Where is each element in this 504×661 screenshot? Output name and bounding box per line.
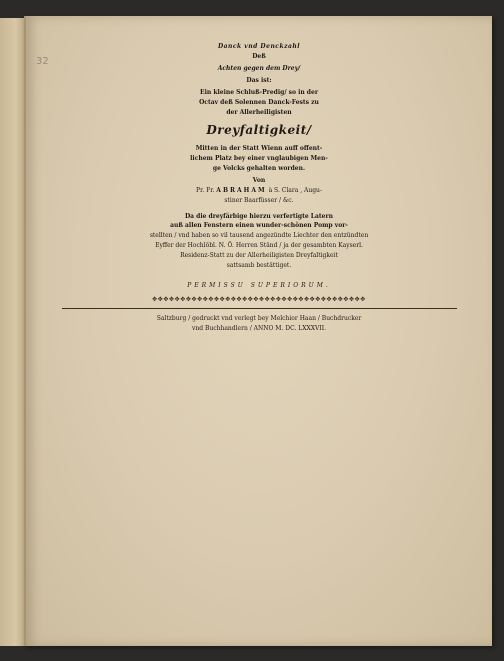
- author-line: [26, 188, 492, 194]
- imprint-line-2: vnd Buchhandlern / ANNO M. DC. LXXXVII.: [191, 325, 327, 332]
- title-line-4: Das ist:: [246, 77, 272, 84]
- author-order: stiner Baarfüsser / &c.: [224, 197, 294, 204]
- title-line-10: lichem Platz bey einer vnglaubigen Men-: [190, 155, 328, 162]
- title-line-3: Achten gegen dem Drey/: [217, 65, 301, 72]
- body-line-18: Eyffer der Hochlöbl. N. Ö. Herren Ständ / ja der gesambten Kayserl.: [155, 242, 363, 249]
- imprint-line-1: Saltzburg / gedruckt vnd verlegt bey Melchior Haan / Buchdrucker: [156, 315, 362, 322]
- title-line-2: Deß: [252, 53, 266, 60]
- title-line-9: Mitten in der Statt Wienn auff offent-: [195, 145, 323, 152]
- shelf-mark: 32: [36, 56, 49, 67]
- main-title: Danck vnd Denckzahl: [217, 43, 301, 50]
- title-page: [24, 16, 492, 646]
- author-prefix: Pr. Fr.: [196, 187, 215, 194]
- body-line-15: Da die dreyfärbige hierzu verfertigte Latern: [184, 213, 334, 220]
- body-line-20: sattsamb bestättiget.: [226, 262, 292, 269]
- body-line-16: auß allen Fenstern einen wunder-schönen Pomp vor-: [170, 222, 348, 229]
- title-line-von: Von: [252, 177, 266, 184]
- title-line-7: der Allerheiligisten: [226, 109, 292, 116]
- title-line-11: ge Volcks gehalten worden.: [212, 165, 306, 172]
- title-line-6: Octav deß Solennen Danck-Fests zu: [199, 99, 319, 106]
- body-line-19: Residenz-Statt zu der Allerheiligisten Dreyfaltigkeit: [180, 252, 338, 259]
- permission-line: PERMISSU SUPERIORUM.: [187, 282, 331, 289]
- title-line-5: Ein kleine Schluß-Predig/ so in der: [200, 89, 318, 96]
- facing-page-edge: [0, 18, 27, 646]
- title-trinity: Dreyfaltigkeit/: [206, 123, 312, 137]
- author-suffix: à S. Clara , Augu-: [268, 187, 322, 194]
- author-name: ABRAHAM: [216, 187, 267, 194]
- ornament-row: ✥✥✥✥✥✥✥✥✥✥✥✥✥✥✥✥✥✥✥✥✥✥✥✥✥✥✥✥✥✥✥✥✥✥✥✥✥✥: [152, 296, 366, 303]
- title-page-text: [26, 44, 492, 332]
- divider-rule: [62, 308, 457, 309]
- body-line-17: stellten / vnd haben so vil tausend angezündte Liechter den entzündten: [149, 232, 369, 239]
